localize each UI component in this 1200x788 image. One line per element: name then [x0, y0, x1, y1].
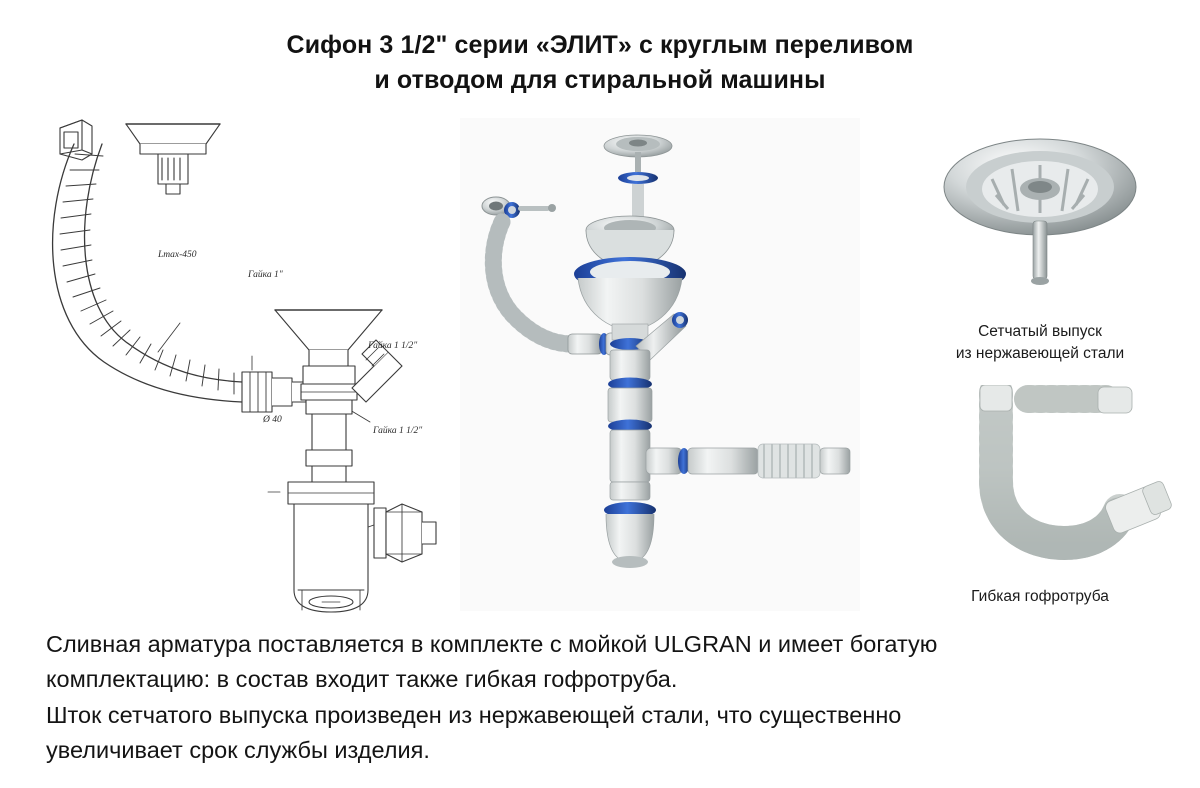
strainer-item	[900, 125, 1180, 366]
strainer-caption-line-2: из нержавеющей стали	[955, 345, 1125, 363]
technical-drawing	[30, 110, 460, 620]
exploded-view-photo	[460, 118, 860, 611]
strainer-photo	[900, 125, 1180, 310]
technical-drawing-svg	[30, 110, 460, 620]
description-line-2: комплектацию: в состав входит также гибкая гофротруба.	[46, 666, 678, 693]
trap-bottle	[288, 482, 374, 612]
trap-side-outlet	[374, 504, 436, 562]
hose-caption	[900, 586, 1180, 608]
description-line-3: Шток сетчатого выпуска произведен из нержавеющей стали, что существенно	[46, 701, 902, 728]
central-stack	[608, 350, 652, 482]
corrugated-hose-photo	[900, 385, 1180, 575]
strainer-caption-line-1: Сетчатый выпуск	[978, 323, 1102, 340]
exploded-view-svg	[460, 118, 860, 611]
description-text	[46, 628, 1161, 767]
page-title	[0, 28, 1200, 97]
vertical-pipe	[306, 414, 352, 482]
description-line-4: увеличивает срок службы изделия.	[46, 737, 430, 764]
hose-item	[900, 385, 1180, 608]
label-length: Lmax-450	[158, 250, 197, 260]
sink-section-icon	[126, 124, 220, 194]
label-nut-2: Гайка 1 1/2"	[368, 341, 418, 351]
label-nut-1: Гайка 1"	[248, 270, 283, 280]
strainer-caption	[900, 321, 1180, 366]
label-nut-3: Гайка 1 1/2"	[373, 426, 423, 436]
description-line-1: Сливная арматура поставляется в комплекте с мойкой ULGRAN и имеет богатую	[46, 631, 938, 657]
hose-caption-line-1: Гибкая гофротруба	[971, 588, 1109, 605]
horizontal-outlet	[646, 444, 850, 478]
page-title-line-2: и отводом для стиральной машины	[374, 65, 826, 94]
page-title-line-1: Сифон 3 1/2" серии «ЭЛИТ» с круглым переливом	[286, 31, 914, 59]
label-diameter: Ø 40	[263, 415, 282, 425]
